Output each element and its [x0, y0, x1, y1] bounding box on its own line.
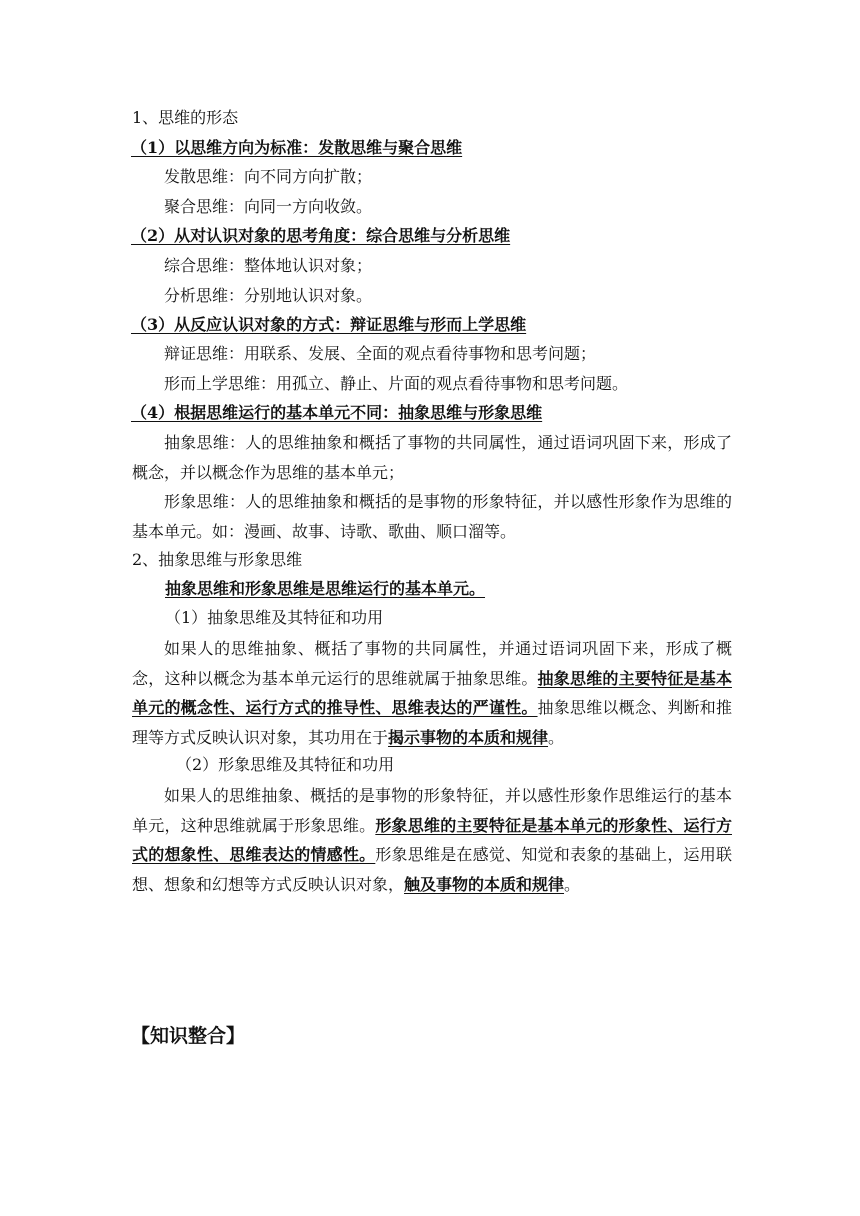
paragraph-image-thinking [132, 781, 732, 899]
item-convergent: 聚合思维：向同一方向收敛。 [164, 197, 373, 216]
text-run: 。 [564, 874, 581, 894]
item-dialectical: 辩证思维：用联系、发展、全面的观点看待事物和思考问题； [164, 344, 597, 363]
subheading-3: （3）从反应认识对象的方式：辩证思维与形而上学思维 [131, 315, 527, 334]
text-run: 如果人的思维抽象、概括的是事物的形象特征，并以感性形象作思维运行的基本单元，这种思维就属于形象思维。 [132, 786, 732, 835]
key-sentence: 抽象思维和形象思维是思维运行的基本单元。 [165, 579, 486, 598]
text-run: 。 [548, 727, 565, 747]
paragraph-abstract-def: 抽象思维：人的思维抽象和概括了事物的共同属性，通过语词巩固下来，形成了概念，并以概念作为思维的基本单元； [132, 433, 732, 482]
paragraph-1-title: （1）抽象思维及其特征和功用 [165, 608, 384, 627]
item-metaphysical: 形而上学思维：用孤立、静止、片面的观点看待事物和思考问题。 [164, 374, 629, 393]
emphasis-run: 形象思维的主要特征是基本单元的形象性、运行方式的想象性、思维表达的情感性。 [132, 815, 732, 864]
item-analysis: 分析思维：分别地认识对象。 [164, 286, 373, 305]
heading-2: 2、抽象思维与形象思维 [132, 550, 303, 569]
text-run: 形象思维是在感觉、知觉和表象的基础上，运用联想、想象和幻想等方式反映认识对象， [132, 845, 732, 894]
subheading-1: （1）以思维方向为标准：发散思维与聚合思维 [131, 138, 463, 157]
item-synthesis: 综合思维：整体地认识对象； [164, 256, 373, 275]
section-title: 【知识整合】 [131, 1025, 246, 1047]
text-run: 如果人的思维抽象、概括了事物的共同属性，并通过语词巩固下来，形成了概念，这种以概念为基本单元运行的思维就属于抽象思维。 [132, 639, 732, 688]
emphasis-run: 抽象思维的主要特征是基本单元的概念性、运行方式的推导性、思维表达的严谨性。 [132, 668, 732, 717]
paragraph-image-def: 形象思维：人的思维抽象和概括的是事物的形象特征，并以感性形象作为思维的基本单元。如：漫画、故事、诗歌、歌曲、顺口溜等。 [132, 492, 732, 541]
paragraph-abstract-thinking [132, 634, 732, 752]
subheading-4: （4）根据思维运行的基本单元不同：抽象思维与形象思维 [131, 403, 543, 422]
emphasis-run: 触及事物的本质和规律 [404, 874, 565, 894]
heading-1: 1、思维的形态 [132, 108, 239, 127]
paragraph-2-title: （2）形象思维及其特征和功用 [176, 755, 395, 774]
emphasis-run: 揭示事物的本质和规律 [388, 727, 549, 747]
text-run: 抽象思维以概念、判断和推理等方式反映认识对象，其功用在于 [132, 698, 732, 747]
item-divergent: 发散思维：向不同方向扩散； [164, 167, 373, 186]
subheading-2: （2）从对认识对象的思考角度：综合思维与分析思维 [131, 226, 511, 245]
